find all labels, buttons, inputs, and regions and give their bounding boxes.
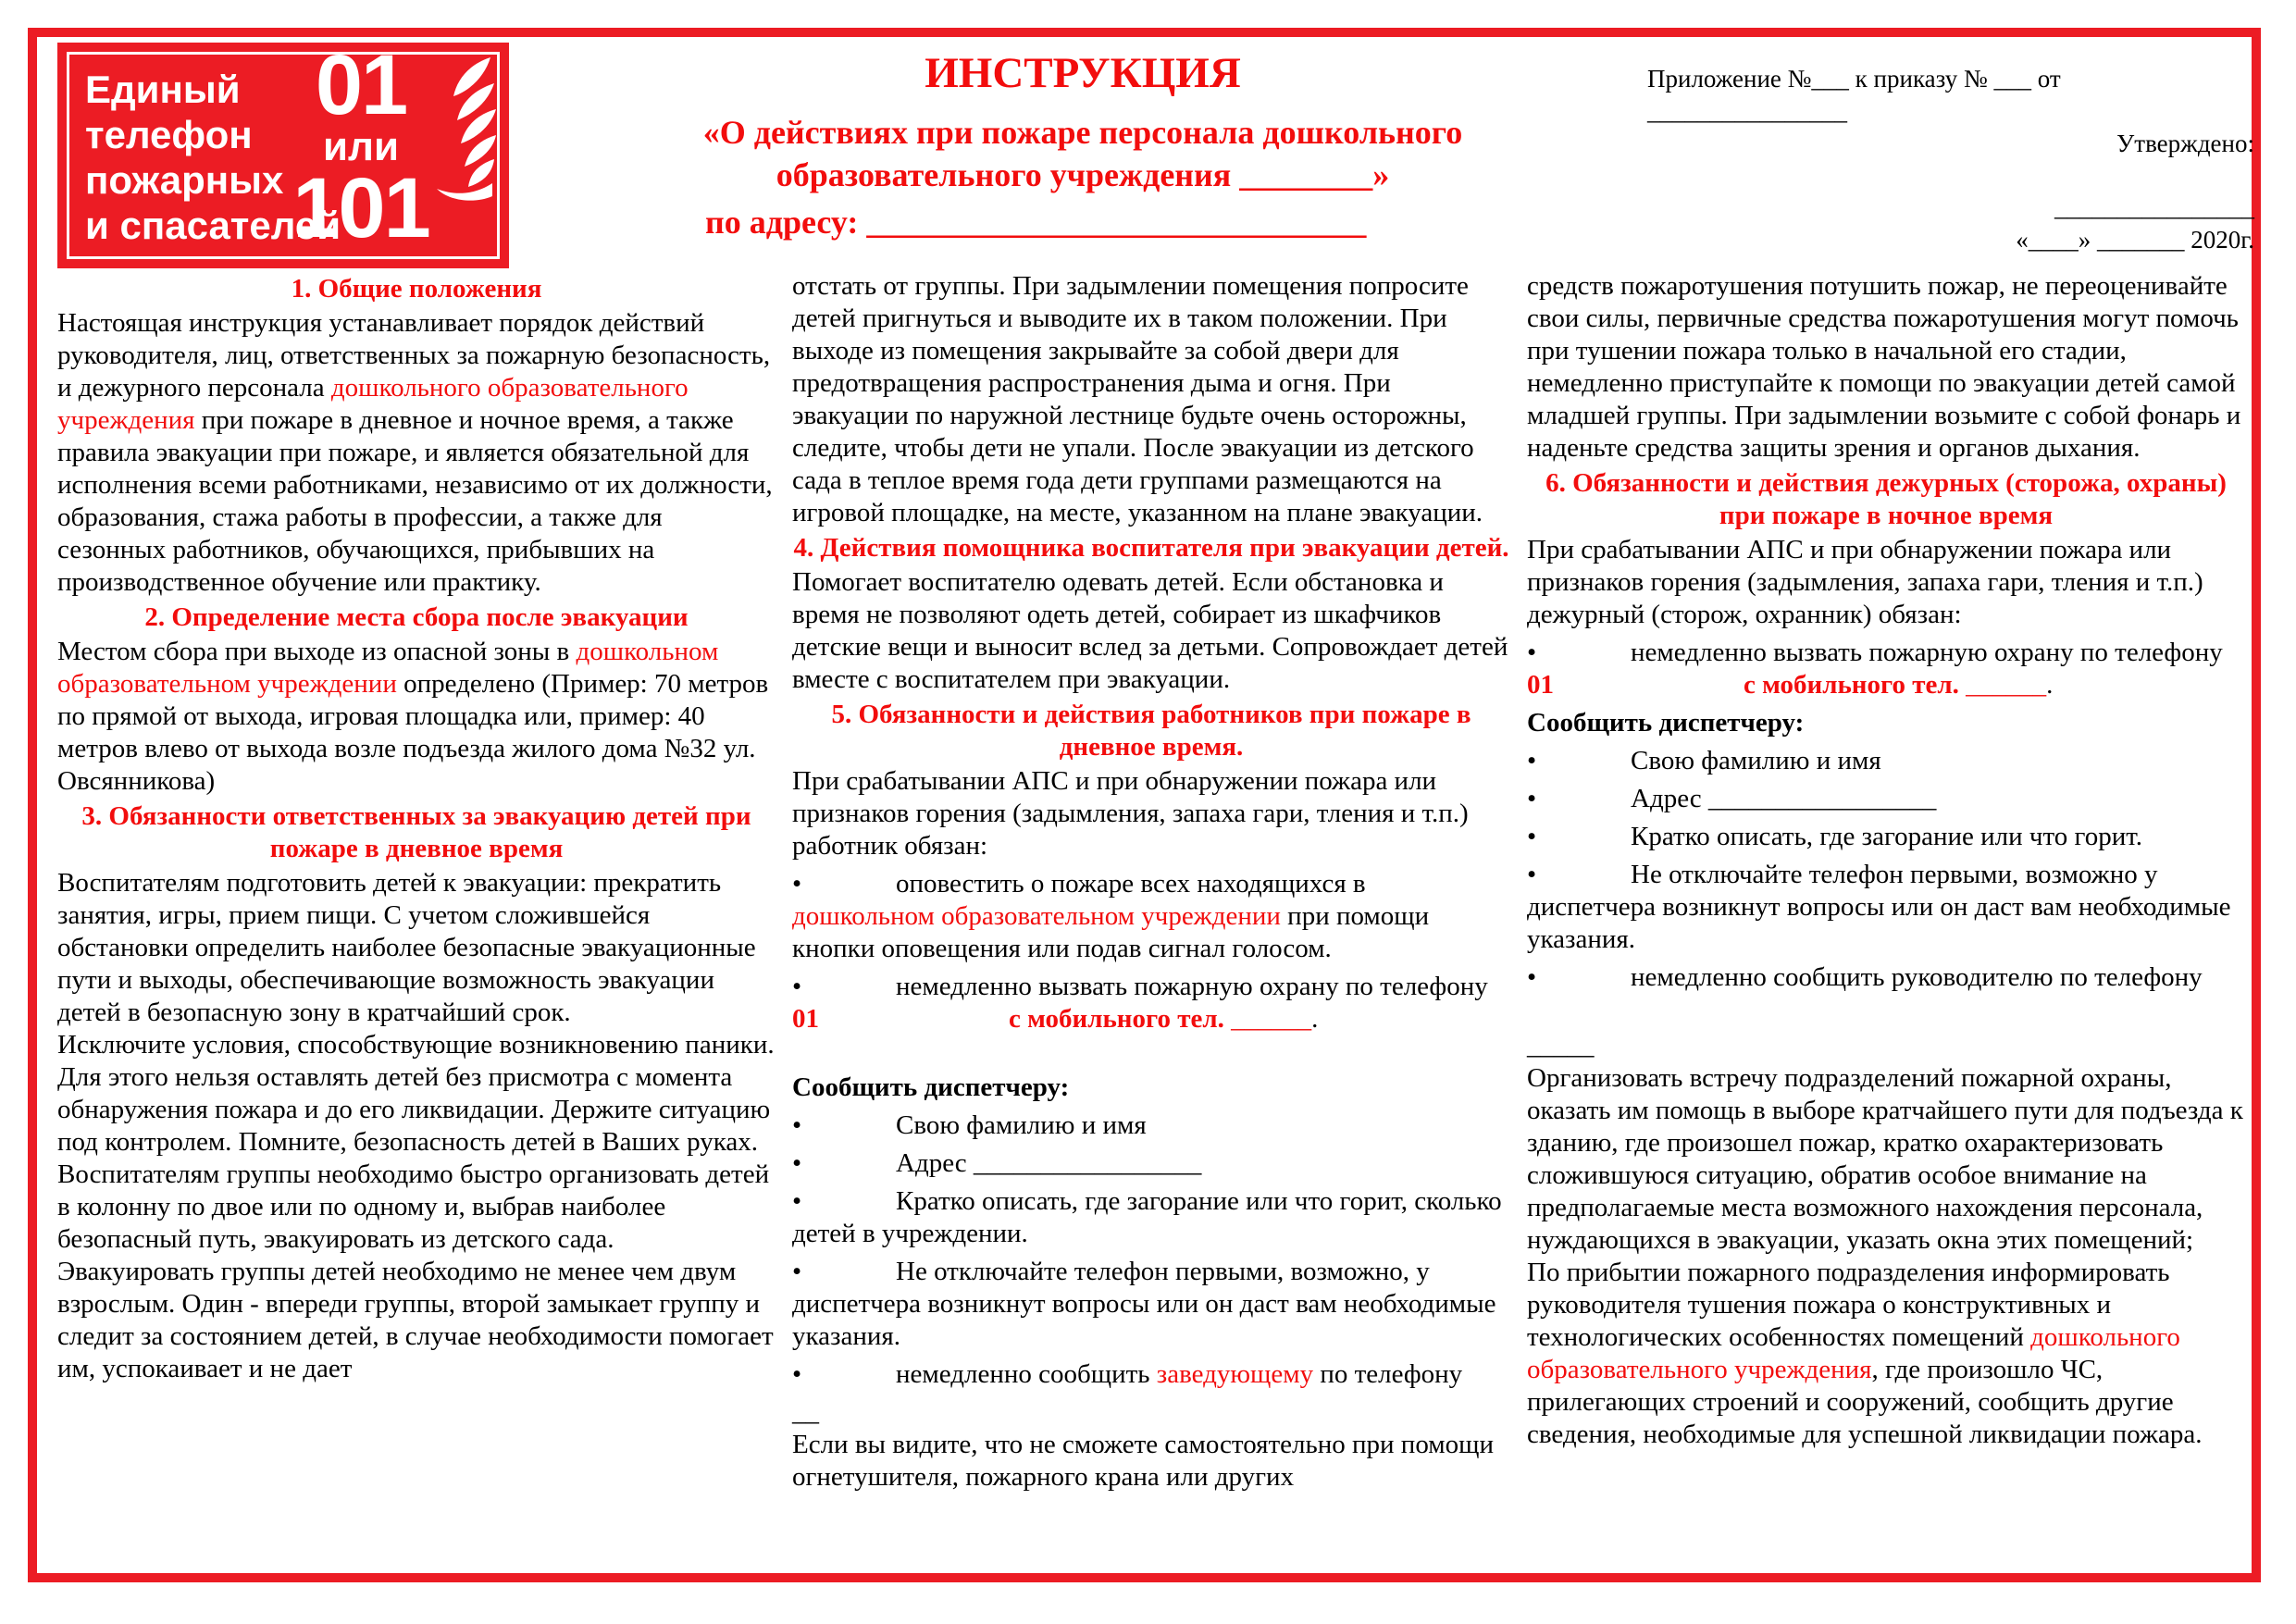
phone-number-01: 01 [315,38,407,132]
bullet-item [1527,783,2245,815]
text-run: Кратко описать, где загорание или что горит, сколько детей в учреждении. [792,1186,1502,1248]
paragraph [792,566,1510,696]
paragraph [792,270,1510,529]
text-run: При срабатывании АПС и при обнаружении пожара или признаков горения (задымления, запаха гари, тления и т.п.) работник обязан: [792,766,1469,861]
phone-sign-caption-line: Единый [85,68,241,111]
text-run: Воспитателям подготовить детей к эвакуации: прекратить занятия, игры, прием пищи. С учетом сложившейся обстановки определить наиболее безопасные эвакуационные пути и выходы, обеспечивающие возможность эвакуации детей в безопасную зону в кратчайший срок. [57,868,756,1027]
text-run: отстать от группы. При задымлении помещения попросите детей пригнуться и выводите их в таком положении. При выходе из помещения закрывайте за собой двери для предотвращения распространения дыма и огня. При эвакуации по наружной лестнице будьте очень осторожны, следите, чтобы дети не упали. После эвакуации из детского сада в теплое время года дети группами размещаются на игровой площадке, на месте, указанном на плане эвакуации. [792,271,1483,527]
approval-date-line: «____» _______ 2020г. [2016,226,2254,254]
text-run: ______ [1231,1004,1312,1034]
text-run: Свою фамилию и имя [1631,746,1881,775]
column-3 [1527,270,2245,1494]
text-run: 01 [1527,670,1554,700]
title-block [639,50,1527,243]
text-run: немедленно сообщить [896,1359,1157,1389]
bullet-item [792,1110,1510,1142]
phone-number-or-label: или [322,123,400,169]
bullet-marker: • [792,1186,802,1216]
signature-blank-line: ________________ [2054,193,2254,222]
bullet-item [792,1185,1510,1250]
subheading [792,1072,1510,1104]
text-run: 4. Действия помощника воспитателя при эвакуации детей. [793,533,1509,563]
approved-label: Утверждено: [2116,130,2254,158]
paragraph [1527,1257,2245,1451]
section-heading [57,601,776,634]
text-run: . [1311,1004,1319,1034]
document-title: ИНСТРУКЦИЯ [925,49,1241,97]
text-run: Кратко описать, где загорание или что горит. [1631,822,2142,851]
text-run: оповестить о пожаре всех находящихся в [896,869,1366,899]
bullet-item [792,971,1510,1035]
spacer [792,1041,1510,1072]
text-run: при помощи кнопки оповещения или подав сигнал голосом. [792,901,1430,963]
approval-block [1647,63,2254,256]
text-run: немедленно сообщить руководителю по телефону [1631,962,2203,992]
text-run: немедленно вызвать пожарную охрану по телефону [896,972,1488,1001]
appendix-line: Приложение №___ к приказу № ___ от ________________ [1647,65,2061,126]
text-run: Сообщить диспетчеру: [1527,708,1805,738]
bullet-item [792,1256,1510,1353]
bullet-marker: • [792,972,802,1001]
bullet-marker: • [1527,822,1537,851]
text-run: немедленно вызвать пожарную охрану по телефону [1631,638,2223,667]
text-run: При срабатывании АПС и при обнаружении пожара или признаков горения (задымления, запаха гари, тления и т.п.) дежурный (сторож, охранник) обязан: [1527,535,2203,629]
text-run: 6. Обязанности и действия дежурных (сторожа, охраны) при пожаре в ночное время [1545,468,2227,530]
text-run: ______ [1966,670,2047,700]
bullet-marker: • [1527,784,1537,813]
paragraph [792,1429,1510,1494]
bullet-item [792,868,1510,965]
paragraph [792,765,1510,862]
text-run: 5. Обязанности и действия работников при пожаре в дневное время. [831,700,1471,762]
text-run: Организовать встречу подразделений пожарной охраны, оказать им помощь в выборе кратчайшего пути для подъезда к зданию, где произошел пожар, кратко охарактеризовать сложившуюся ситуацию, обратив особое внимание на предполагаемые места возможного нахождения персонала, нуждающихся в эвакуации, указать окна этих помещений; [1527,1063,2243,1255]
bullet-marker: • [792,869,802,899]
text-run: с мобильного тел. [1744,670,1959,700]
paragraph [792,1396,1510,1429]
bullet-marker: • [1527,962,1537,992]
text-run: по телефону [1313,1359,1463,1389]
phone-numbers [278,38,444,255]
text-run: Адрес _________________ [896,1148,1202,1178]
bullet-marker: • [792,1359,802,1389]
document-subtitle-line1: «О действиях при пожаре персонала дошкольного [702,113,1463,151]
paragraph [1527,1062,2245,1257]
section-heading [57,273,776,305]
text-run: дошкольном образовательном учреждении [57,637,719,699]
paragraph [57,1029,776,1385]
paragraph [57,636,776,798]
bullet-item [1527,961,2245,994]
text-run: 2. Определение места сбора после эвакуации [144,602,689,632]
bullet-marker: • [1527,746,1537,775]
bullet-marker: • [792,1148,802,1178]
text-run: средств пожаротушения потушить пожар, не переоценивайте свои силы, первичные средства пожаротушения могут помочь при тушении пожара только в начальной его стадии, немедленно приступайте к помощи по эвакуации детей самой младшей группы. При задымлении возьмите с собой фонарь и наденьте средства защиты зрения и органов дыхания. [1527,271,2241,463]
section-heading [792,532,1510,564]
text-run: Свою фамилию и имя [896,1110,1147,1140]
text-run: Помогает воспитателю одевать детей. Если обстановка и время не позволяют одеть детей, собирает из шкафчиков детские вещи и выносит вслед за детьми. Сопровождает детей вместе с воспитателем при эвакуации. [792,567,1508,694]
paragraph [57,867,776,1029]
section-heading [1527,467,2245,532]
section-heading [57,800,776,865]
document-subtitle [639,111,1527,196]
paragraph [1527,534,2245,631]
bullet-marker: • [792,1257,802,1286]
text-run: Не отключайте телефон первыми, возможно, у диспетчера возникнут вопросы или он даст вам необходимые указания. [792,1257,1496,1351]
phone-sign-caption-line: пожарных [85,158,284,202]
text-run: определено (Пример: 70 метров по прямой от выхода, игровая площадка или, пример: 40 метров влево от выхода возле подъезда жилого дома №32 ул. Овсянникова) [57,669,769,796]
text-run: Сообщить диспетчеру: [792,1072,1070,1102]
text-run: По прибытии пожарного подразделения информировать руководителя тушения пожара о конструктивных и технологических особенностях помещений [1527,1258,2170,1352]
text-run: дошкольного образовательного учреждения [1527,1322,2180,1384]
bullet-marker: • [1527,638,1537,667]
text-run: Адрес _________________ [1631,784,1937,813]
text-run: заведующему [1156,1359,1314,1389]
bullet-marker: • [792,1110,802,1140]
section-heading [792,699,1510,763]
text-run: Настоящая инструкция устанавливает порядок действий руководителя, лиц, ответственных за пожарную безопасность, и дежурного персонала [57,308,771,403]
text-run: дошкольного образовательного учреждения [57,373,689,435]
text-run: . [2046,670,2054,700]
text-run: 01 [792,1004,819,1034]
column-1 [57,270,776,1494]
text-run: _____ [1527,1031,1595,1060]
flame-icon [433,56,498,204]
bullet-item [1527,821,2245,853]
bullet-item [1527,745,2245,777]
bullet-item [1527,859,2245,956]
text-run: Не отключайте телефон первыми, возможно у диспетчера возникнут вопросы или он даст вам необходимые указания. [1527,860,2231,954]
text-run: Местом сбора при выходе из опасной зоны в [57,637,577,666]
emergency-phone-sign [57,38,509,268]
subheading [1527,707,2245,739]
bullet-item [792,1147,1510,1180]
paragraph [57,307,776,599]
text-run: с мобильного тел. [1009,1004,1224,1034]
text-run: __ [792,1397,819,1427]
text-run: дошкольном образовательном учреждении [792,901,1281,931]
text-run: 1. Общие положения [291,274,542,304]
paragraph [1527,270,2245,465]
paragraph [1527,1030,2245,1062]
bullet-item [1527,637,2245,701]
text-run: при пожаре в дневное и ночное время, а также правила эвакуации при пожаре, и является обязательной для исполнения всеми работниками, независимо от их должности, образования, стажа работы в профессии, а также для сезонных работников, обучающихся, прибывших на производственное обучение или практику. [57,405,773,597]
phone-sign-caption-line: и спасателей [85,204,341,247]
document-subtitle-line2: образовательного учреждения ________» [776,155,1390,193]
text-run: Если вы видите, что не сможете самостоятельно при помощи огнетушителя, пожарного крана или других [792,1430,1494,1492]
column-2 [792,270,1510,1494]
bullet-item [792,1358,1510,1391]
phone-number-101: 101 [292,160,429,255]
spacer [1527,999,2245,1030]
text-run: Исключите условия, способствующие возникновению паники. Для этого нельзя оставлять детей без присмотра с момента обнаружения пожара и до его ликвидации. Держите ситуацию под контролем. Помните, безопасность детей в Ваших руках. Воспитателям группы необходимо быстро организовать детей в колонну по двое или по одному и, выбрав наиболее безопасный путь, эвакуировать из детского сада. Эвакуировать группы детей необходимо не менее чем двум взрослым. Один - впереди группы, второй замыкает группу и следит за состоянием детей, в случае необходимости помогает им, успокаивает и не дает [57,1030,775,1383]
phone-sign-caption-line: телефон [85,113,253,156]
bullet-marker: • [1527,860,1537,889]
text-run: , где произошло ЧС, прилегающих строений и сооружений, сообщить другие сведения, необходимые для успешной ликвидации пожара. [1527,1355,2203,1449]
text-run: 3. Обязанности ответственных за эвакуацию детей при пожаре в дневное время [81,801,751,863]
address-line: по адресу: ______________________________ [705,203,1367,241]
text-columns [57,270,2247,1494]
